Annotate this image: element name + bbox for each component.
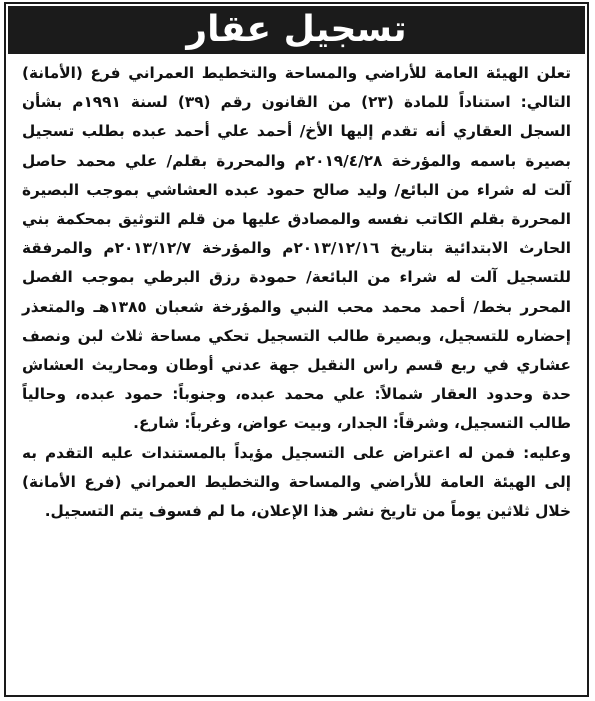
notice-header xyxy=(8,6,585,54)
notice-body xyxy=(6,54,587,526)
notice-closing-paragraph: وعليه: فمن له اعتراض على التسجيل مؤيداً بالمستندات عليه التقدم به إلى الهيئة العامة للأراضي والمساحة والتخطيط العمراني (فرع الأمانة) خلال ثلاثين يوماً من تاريخ نشر هذا الإعلان، ما لم فسوف يتم التسجيل. xyxy=(22,443,571,521)
property-registration-notice xyxy=(4,2,589,697)
notice-main-paragraph: تعلن الهيئة العامة للأراضي والمساحة والتخطيط العمراني فرع (الأمانة) التالي: استناداً للمادة (٢٣) من القانون رقم (٣٩) لسنة ١٩٩١م بشأن السجل العقاري أنه تقدم إليها الأخ/ أحمد علي أحمد عبده بطلب تسجيل بصيرة باسمه والمؤرخة ٢٠١٩/٤/٢٨م والمحررة بقلم/ علي محمد حاصل آلت له شراء من البائع/ وليد صالح حمود عبده العشاشي بموجب البصيرة المحررة بقلم الكاتب نفسه والمصادق عليها من قلم التوثيق بمحكمة بني الحارث الابتدائية بتاريخ ٢٠١٣/١٢/١٦م والمؤرخة ٢٠١٣/١٢/٧م والمرفقة للتسجيل آلت له شراء من البائعة/ حمودة رزق البرطي بموجب الفصل المحرر بخط/ أحمد محمد محب النبي والمؤرخة شعبان ١٣٨٥هـ والمتعذر إحضاره للتسجيل، وبصيرة طالب التسجيل تحكي مساحة ثلاث لبن ونصف عشاري في ربع قسم راس النقيل جهة عدني أوطان ومحاريث العشاش حدة وحدود العقار شمالاً: علي محمد عبده، وجنوباً: حمود عبده، وحالياً طالب التسجيل، وشرقاً: الجدار، وبيت عواض، وغرباً: شارع. xyxy=(22,64,572,433)
notice-title: تسجيل عقار xyxy=(186,9,407,50)
